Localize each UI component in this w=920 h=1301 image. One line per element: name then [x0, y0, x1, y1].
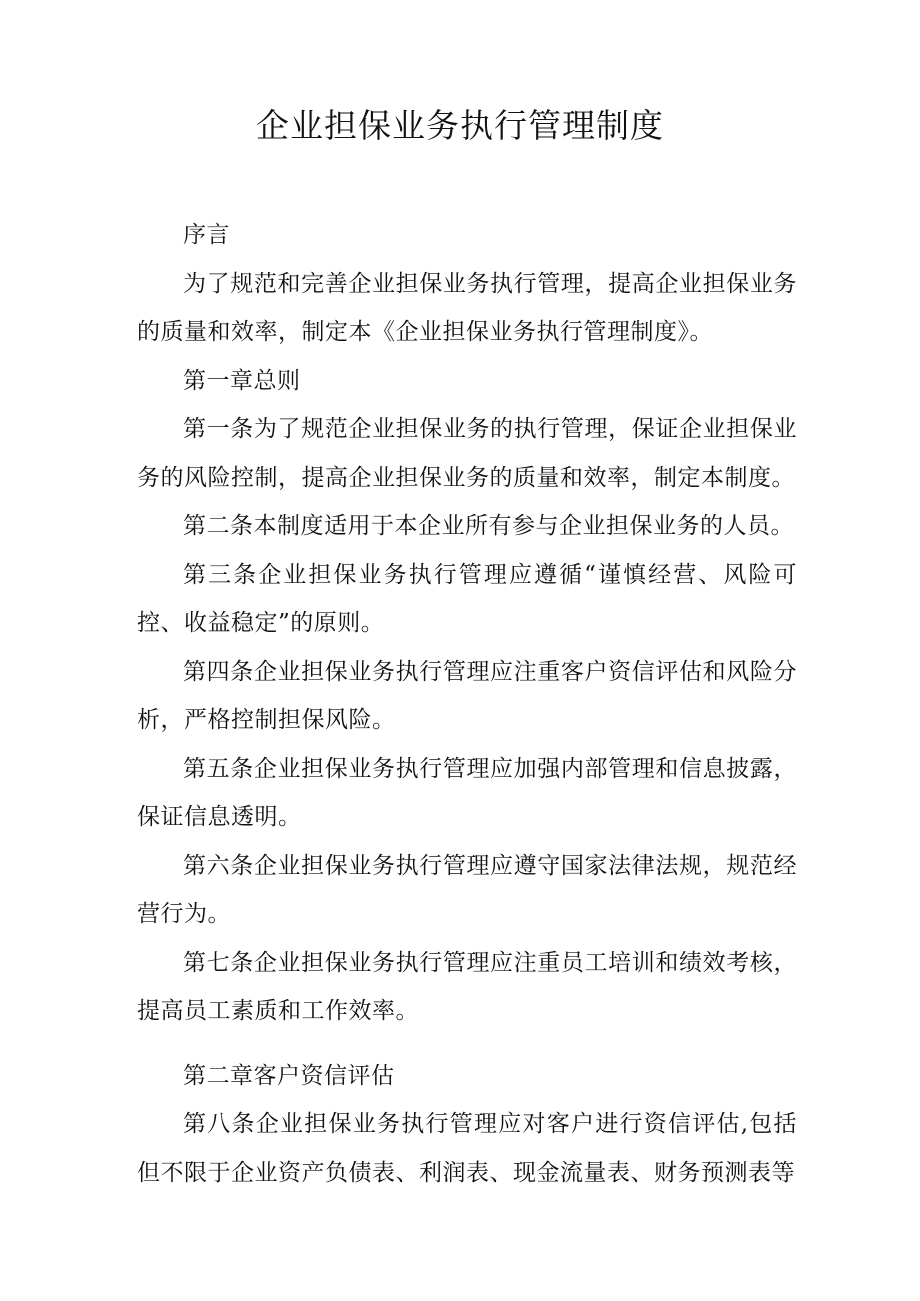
- preface-paragraph: 为了规范和完善企业担保业务执行管理，提高企业担保业务的质量和效率，制定本《企业担保业务执行管理制度》。: [137, 270, 797, 345]
- preface-heading: 序言: [183, 222, 230, 248]
- article-4: 第四条企业担保业务执行管理应注重客户资信评估和风险分析，严格控制担保风险。: [137, 658, 797, 733]
- document-body: [137, 211, 797, 1197]
- chapter-2-heading: 第二章客户资信评估: [183, 1062, 395, 1089]
- article-1: 第一条为了规范企业担保业务的执行管理，保证企业担保业务的风险控制，提高企业担保业务的质量和效率，制定本制度。: [137, 416, 797, 491]
- chapter-1-heading: 第一章总则: [183, 367, 301, 394]
- document-title: 企业担保业务执行管理制度: [256, 106, 664, 145]
- article-6: 第六条企业担保业务执行管理应遵守国家法律法规，规范经营行为。: [137, 852, 797, 927]
- chapter-spacer: [137, 1036, 797, 1052]
- article-8: 第八条企业担保业务执行管理应对客户进行资信评估,包括但不限于企业资产负债表、利润表、现金流量表、财务预测表等: [137, 1111, 797, 1186]
- article-5: 第五条企业担保业务执行管理应加强内部管理和信息披露，保证信息透明。: [137, 755, 797, 830]
- article-2: 第二条本制度适用于本企业所有参与企业担保业务的人员。: [183, 513, 794, 539]
- article-7: 第七条企业担保业务执行管理应注重员工培训和绩效考核，提高员工素质和工作效率。: [137, 949, 797, 1024]
- article-3: 第三条企业担保业务执行管理应遵循“谨慎经营、风险可控、收益稳定”的原则。: [137, 561, 797, 636]
